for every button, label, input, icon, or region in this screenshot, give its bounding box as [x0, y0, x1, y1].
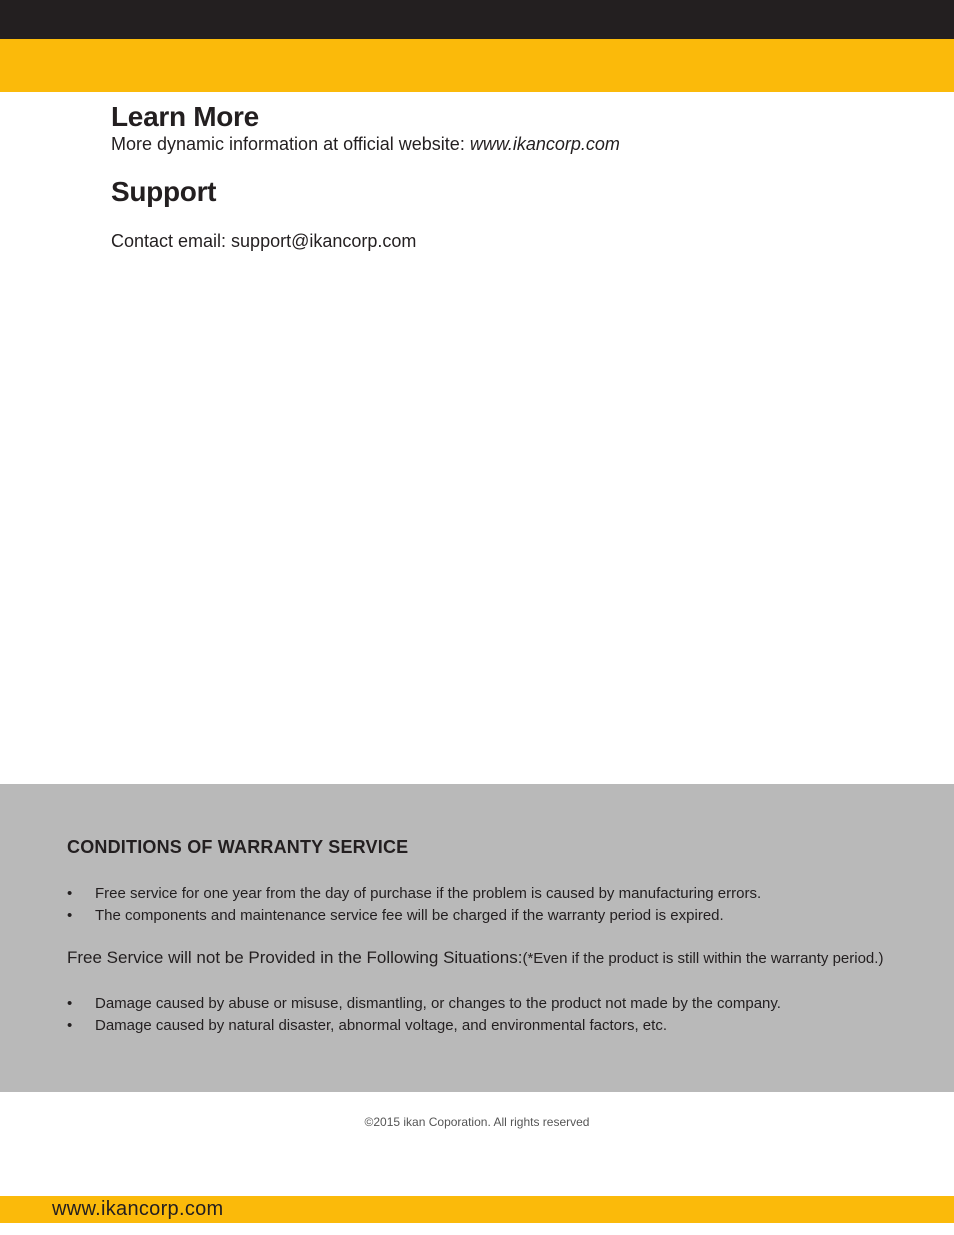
- list-item-text: The components and maintenance service fee will be charged if the warranty period is expired.: [95, 907, 724, 924]
- exclusions-heading-text: Free Service will not be Provided in the Following Situations:: [67, 948, 523, 967]
- list-item-text: Damage caused by abuse or misuse, dismantling, or changes to the product not made by the company.: [95, 995, 781, 1012]
- bullet-icon: •: [67, 885, 73, 902]
- warranty-title: CONDITIONS OF WARRANTY SERVICE: [67, 837, 409, 857]
- list-item-text: Free service for one year from the day of purchase if the problem is caused by manufacturing errors.: [95, 885, 762, 902]
- warranty-conditions-list: [67, 883, 761, 927]
- support-heading: Support: [111, 176, 217, 207]
- copyright-notice: ©2015 ikan Coporation. All rights reserved: [364, 1115, 590, 1129]
- bullet-icon: •: [67, 907, 73, 924]
- exclusions-note: (*Even if the product is still within the warranty period.): [522, 950, 884, 967]
- list-item: [67, 905, 761, 927]
- warranty-exclusions-list: [67, 993, 781, 1037]
- learn-more-website-link[interactable]: www.ikancorp.com: [469, 134, 620, 154]
- list-item: [67, 883, 761, 905]
- bullet-icon: •: [67, 1017, 73, 1034]
- exclusions-heading: [67, 948, 883, 968]
- list-item: [67, 993, 781, 1015]
- footer-website-link[interactable]: www.ikancorp.com: [52, 1198, 224, 1220]
- list-item-text: Damage caused by natural disaster, abnormal voltage, and environmental factors, etc.: [95, 1017, 667, 1034]
- top-dark-bar: [0, 0, 954, 39]
- warranty-panel: [0, 784, 954, 1092]
- list-item: [67, 1015, 781, 1037]
- bullet-icon: •: [67, 995, 73, 1012]
- top-yellow-band: [0, 39, 954, 92]
- learn-more-text: [111, 134, 620, 155]
- support-contact-email: Contact email: support@ikancorp.com: [111, 231, 417, 251]
- learn-more-label: More dynamic information at official website:: [111, 134, 470, 154]
- learn-more-heading: Learn More: [111, 101, 259, 132]
